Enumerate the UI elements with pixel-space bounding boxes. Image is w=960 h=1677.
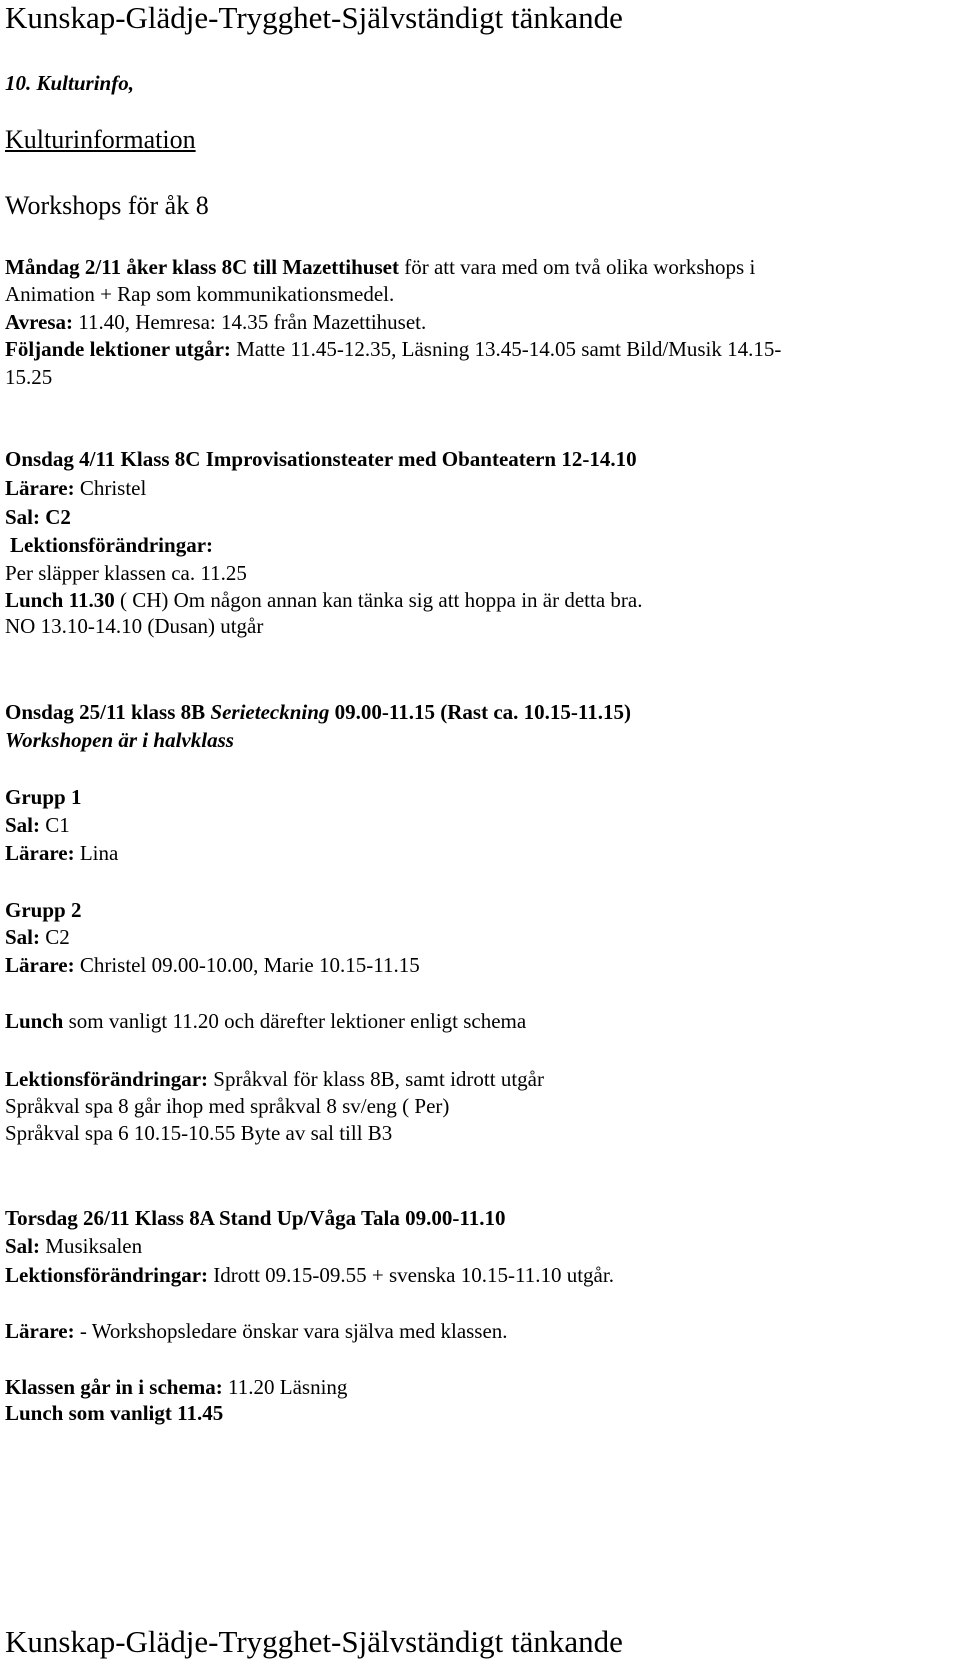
group2-teacher-label: Lärare: xyxy=(5,953,75,977)
wed4-heading-text: Onsdag 4/11 Klass 8C Improvisationsteater med Obanteatern 12-14.10 xyxy=(5,447,637,471)
wed4-lunch-text: ( CH) Om någon annan kan tänka sig att hoppa in är detta bra. xyxy=(114,588,643,612)
group1-room xyxy=(5,812,70,838)
group1-label-text: Grupp 1 xyxy=(5,785,82,809)
thu26-changes-text: Idrott 09.15-09.55 + svenska 10.15-11.10 utgår. xyxy=(208,1263,614,1287)
thu26-schedule-label: Klassen går in i schema: xyxy=(5,1375,223,1399)
wed4-no-line: NO 13.10-14.10 (Dusan) utgår xyxy=(5,614,264,638)
group1-teacher xyxy=(5,840,118,866)
wed4-changes-text: Lektionsförändringar: xyxy=(10,533,214,557)
thu26-heading-text: Torsdag 26/11 Klass 8A Stand Up/Våga Tala 09.00-11.10 xyxy=(5,1206,506,1230)
following-text: Matte 11.45-12.35, Läsning 13.45-14.05 samt Bild/Musik 14.15- xyxy=(230,337,782,361)
thu26-lunch xyxy=(5,1400,223,1426)
group2-room xyxy=(5,924,70,950)
monday-line-1-rest: för att vara med om två olika workshops i xyxy=(398,255,756,279)
group1-room-value: C1 xyxy=(40,813,70,837)
thu26-changes-label: Lektionsförändringar: xyxy=(5,1263,209,1287)
wed25-heading-italic: Serieteckning xyxy=(210,700,330,724)
avresa-text: 11.40, Hemresa: 14.35 från Mazettihuset. xyxy=(73,310,427,334)
monday-line-1 xyxy=(5,254,755,280)
wed4-teacher-value: Christel xyxy=(74,476,147,500)
wed4-lunch xyxy=(5,587,642,613)
wed4-room-text: Sal: C2 xyxy=(5,505,71,529)
group2-label-text: Grupp 2 xyxy=(5,898,82,922)
wed4-lunch-label: Lunch 11.30 xyxy=(5,588,115,612)
thu26-schedule xyxy=(5,1374,347,1400)
thu26-room xyxy=(5,1233,142,1259)
wed25-changes xyxy=(5,1066,544,1092)
monday-following xyxy=(5,336,781,362)
header-title: Kunskap-Glädje-Trygghet-Självständigt tänkande xyxy=(5,0,623,35)
group1-teacher-label: Lärare: xyxy=(5,841,75,865)
wed25-changes-label: Lektionsförändringar: xyxy=(5,1067,209,1091)
thu26-room-label: Sal: xyxy=(5,1234,41,1258)
wed25-heading xyxy=(5,699,631,725)
wed4-heading xyxy=(5,446,637,472)
thu26-heading xyxy=(5,1205,505,1231)
wed25-spa8-line: Språkval spa 8 går ihop med språkval 8 sv/eng ( Per) xyxy=(5,1094,450,1118)
section-number-text: 10. Kulturinfo, xyxy=(5,71,134,95)
group2-teacher xyxy=(5,952,420,978)
wed25-heading-a: Onsdag 25/11 klass 8B xyxy=(5,700,211,724)
wed25-heading-b: 09.00-11.15 (Rast ca. 10.15-11.15) xyxy=(329,700,631,724)
following-label: Följande lektioner utgår: xyxy=(5,337,231,361)
thu26-room-value: Musiksalen xyxy=(40,1234,143,1258)
monday-line-2: Animation + Rap som kommunikationsmedel. xyxy=(5,282,395,306)
wed25-half-class-text: Workshopen är i halvklass xyxy=(5,728,234,752)
section-number xyxy=(5,70,134,96)
workshops-heading: Workshops för åk 8 xyxy=(5,191,209,220)
wed25-changes-text: Språkval för klass 8B, samt idrott utgår xyxy=(208,1067,544,1091)
monday-avresa xyxy=(5,309,426,335)
wed4-teacher xyxy=(5,475,146,501)
wed4-room xyxy=(5,504,71,530)
group2-room-value: C2 xyxy=(40,925,70,949)
group2-room-label: Sal: xyxy=(5,925,41,949)
thu26-teacher xyxy=(5,1318,508,1344)
wed4-per-line: Per släpper klassen ca. 11.25 xyxy=(5,561,247,585)
wed25-spa6-line: Språkval spa 6 10.15-10.55 Byte av sal till B3 xyxy=(5,1121,393,1145)
monday-heading: Måndag 2/11 åker klass 8C till Mazettihuset xyxy=(5,255,399,279)
wed25-lunch-label: Lunch xyxy=(5,1009,64,1033)
wed4-changes-label xyxy=(10,532,213,558)
avresa-label: Avresa: xyxy=(5,310,74,334)
wed25-half-class xyxy=(5,727,234,753)
monday-following-cont: 15.25 xyxy=(5,365,53,389)
thu26-teacher-label: Lärare: xyxy=(5,1319,75,1343)
group1-label xyxy=(5,784,81,810)
group1-room-label: Sal: xyxy=(5,813,41,837)
thu26-teacher-text: - Workshopsledare önskar vara själva med klassen. xyxy=(74,1319,508,1343)
group1-teacher-value: Lina xyxy=(74,841,119,865)
thu26-lunch-text: Lunch som vanligt 11.45 xyxy=(5,1401,224,1425)
wed25-lunch xyxy=(5,1008,526,1034)
group2-label xyxy=(5,897,81,923)
group2-teacher-value: Christel 09.00-10.00, Marie 10.15-11.15 xyxy=(74,953,420,977)
wed4-teacher-label: Lärare: xyxy=(5,476,75,500)
section-title: Kulturinformation xyxy=(5,125,196,154)
wed25-lunch-text: som vanligt 11.20 och därefter lektioner enligt schema xyxy=(63,1009,527,1033)
thu26-changes xyxy=(5,1262,614,1288)
footer-title: Kunskap-Glädje-Trygghet-Självständigt tänkande xyxy=(5,1624,623,1659)
thu26-schedule-text: 11.20 Läsning xyxy=(222,1375,348,1399)
